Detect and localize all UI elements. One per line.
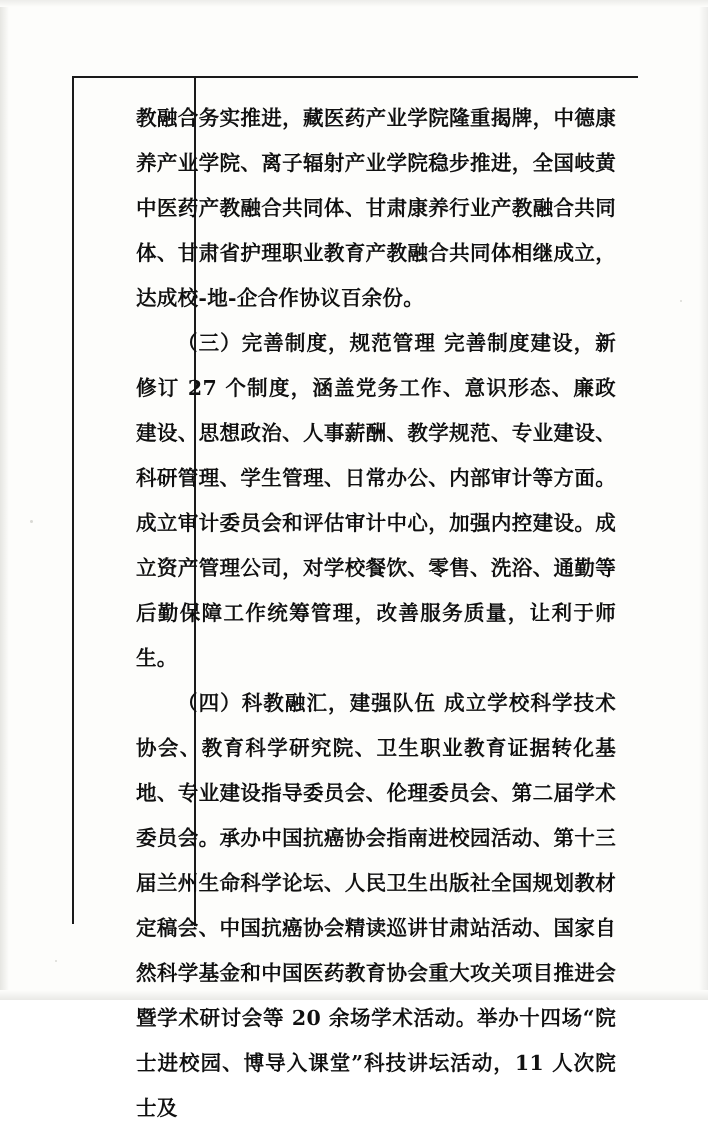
page-edge-top: [0, 0, 708, 7]
page-edge-right: [699, 0, 708, 1000]
paragraph: 教融合务实推进，藏医药产业学院隆重揭牌，中德康养产业学院、离子辐射产业学院稳步推进，全国岐黄中医药产教融合共同体、甘肃康养行业产教融合共同体、甘肃省护理职业教育产教融合共同体相继成立，达成校-地-企合作协议百余份。: [136, 106, 616, 310]
document-body-text: [136, 96, 616, 1131]
scan-speck: [55, 960, 57, 962]
paragraph: （三）完善制度，规范管理 完善制度建设，新修订 27 个制度，涵盖党务工作、意识形态、廉政建设、思想政治、人事薪酬、教学规范、专业建设、科研管理、学生管理、日常办公、内部审计等方面。成立审计委员会和评估审计中心，加强内控建设。成立资产管理公司，对学校餐饮、零售、洗浴、通勤等后勤保障工作统筹管理，改善服务质量，让利于师生。: [136, 331, 616, 670]
page-edge-left: [0, 0, 9, 1000]
scan-speck: [30, 520, 33, 523]
scan-speck: [680, 300, 682, 302]
paragraph: （四）科教融汇，建强队伍 成立学校科学技术协会、教育科学研究院、卫生职业教育证据转化基地、专业建设指导委员会、伦理委员会、第二届学术委员会。承办中国抗癌协会指南进校园活动、第十三届兰州生命科学论坛、人民卫生出版社全国规划教材定稿会、中国抗癌协会精读巡讲甘肃站活动、国家自然科学基金和中国医药教育协会重大攻关项目推进会暨学术研讨会等 20 余场学术活动。举办十四场“院士进校园、博导入课堂”科技讲坛活动，11 人次院士及: [136, 691, 616, 1120]
document-top-rule: [194, 76, 638, 78]
